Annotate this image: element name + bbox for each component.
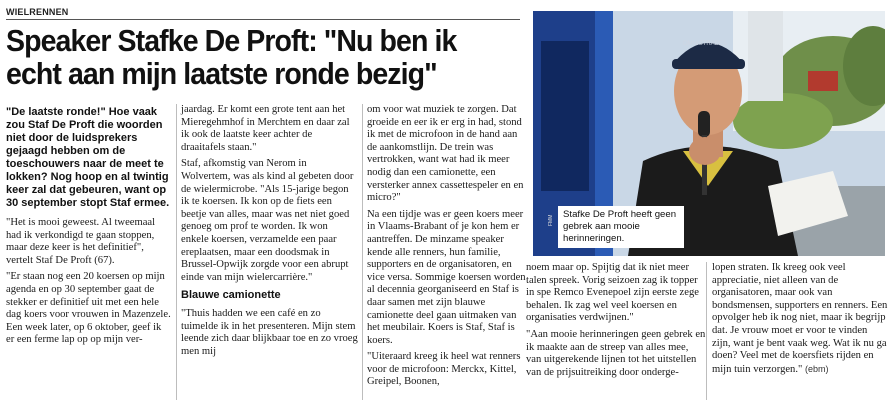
- body-paragraph: om voor wat muziek te zorgen. Dat groeide en eer ik er erg in had, stond ik met de microfoon in de hand aan de aankomstlijn. De trein was vertrokken, want wat had ik meer nodig dan een camionette, een versterker annex cassettespeler en en micro?": [367, 104, 524, 204]
- body-paragraph: "Uiteraard kreeg ik heel wat renners voor de microfoon: Merckx, Kittel, Greipel, Boonen,: [367, 351, 521, 388]
- subheading: Blauwe camionette: [181, 289, 281, 302]
- body-paragraph: Na een tijdje was er geen koers meer in Vlaams-Brabant of je kon hem er aantreffen. De minzame speaker kende alle renners, hun familie, supporters en de organisatoren, en vice versa. Sommige koersen worden al decennia georganiseerd en Staf is daar samen met zijn blauwe camionette deel gaan uitmaken van het meubilair. Koers is Staf, Staf is koers.: [367, 208, 526, 346]
- text-column-4: [526, 262, 706, 383]
- body-paragraph: "Er staan nog een 20 koersen op mijn agenda en op 30 september gaat de stekker er definitief uit met een hele dag koers voor vrouwen in Mazenzele. Een week later, op 6 oktober, geef ik er een ferme lap op op mijn ver-: [6, 271, 171, 346]
- body-text: lopen straten. Ik kreeg ook veel appreciatie, niet alleen van de organisatoren, maar ook van bondsmensen, supporters en renners. Een opvolger heb ik nog niet, maar ik begrijp dat. Je vrouw moet er voor te vinden zijn, want je bent vaak weg. Wat ik nu ga doen? Veel met de koersfiets rijden en mijn tuin verzorgen.": [712, 262, 888, 375]
- body-paragraph: "Aan mooie herinneringen geen gebrek en ik maakte aan de streep van alles mee, van uitgerekende lijnen tot het uitstellen van de prijsuitreiking door onderge-: [526, 328, 706, 378]
- section-label: WIELRENNEN: [6, 7, 69, 17]
- text-column-1: [6, 106, 172, 351]
- text-column-2: [181, 104, 358, 362]
- text-column-3: [367, 104, 527, 393]
- body-paragraph: "Het is mooi geweest. Al tweemaal had ik verkondigd te gaan stoppen, maar deze keer is het definitief", vertelt Staf De Proft (67).: [6, 217, 156, 266]
- column-divider: [176, 104, 177, 400]
- photo-caption: Stafke De Proft heeft geen gebrek aan mooie herinneringen.: [558, 206, 684, 248]
- headline: Speaker Stafke De Proft: "Nu ben ik echt aan mijn laatste ronde bezig": [6, 23, 457, 91]
- author-credit: (ebm): [805, 363, 829, 374]
- text-column-5: [712, 262, 888, 380]
- body-paragraph: noem maar op. Spijtig dat ik niet meer talen spreek. Vorig seizoen zag ik topper in spe Remco Evenepoel zijn eerste zege behalen. Ik zag wel veel koersen en organisaties verdwijnen.": [526, 262, 699, 324]
- cap-text: OMNISTRADES: [683, 41, 728, 47]
- section-rule: [6, 19, 520, 20]
- lead-paragraph: "De laatste ronde!" Hoe vaak zou Staf De Proft die woorden niet door de luidsprekers gejaagd hebben om de toeschouwers naar de meet te lokken? Nog hoop en al twintig keer zal dat gebeuren, want op 30 september stopt Staf ermee.: [6, 106, 170, 209]
- body-paragraph: [712, 262, 888, 376]
- body-paragraph: Staf, afkomstig van Nerom in Wolvertem, was als kind al gebeten door de wielermicrobe. "Als 15-jarige begon ik te koersen. Ik kon op de fiets een beetje van alles, maar was net niet goed genoeg om prof te worden. Ik won enkele koersen, verzamelde een paar ereplaatsen, maar een doodsmak in Brussel-Opwijk zorgde voor een abrupt einde van mijn wielercarrière.": [181, 158, 354, 283]
- photo-credit: FMM: [548, 214, 554, 226]
- body-paragraph: "Thuis hadden we een café en zo tuimelde ik in het presenteren. Mijn stem leende zich daar blijkbaar toe en zo vroeg men mij: [181, 307, 358, 357]
- column-divider: [706, 262, 707, 400]
- column-divider: [362, 104, 363, 400]
- body-paragraph: jaardag. Er komt een grote tent aan het Mieregehmhof in Merchtem en daar zal ik ook de laatste keer achter de draaitafels staan.": [181, 104, 350, 153]
